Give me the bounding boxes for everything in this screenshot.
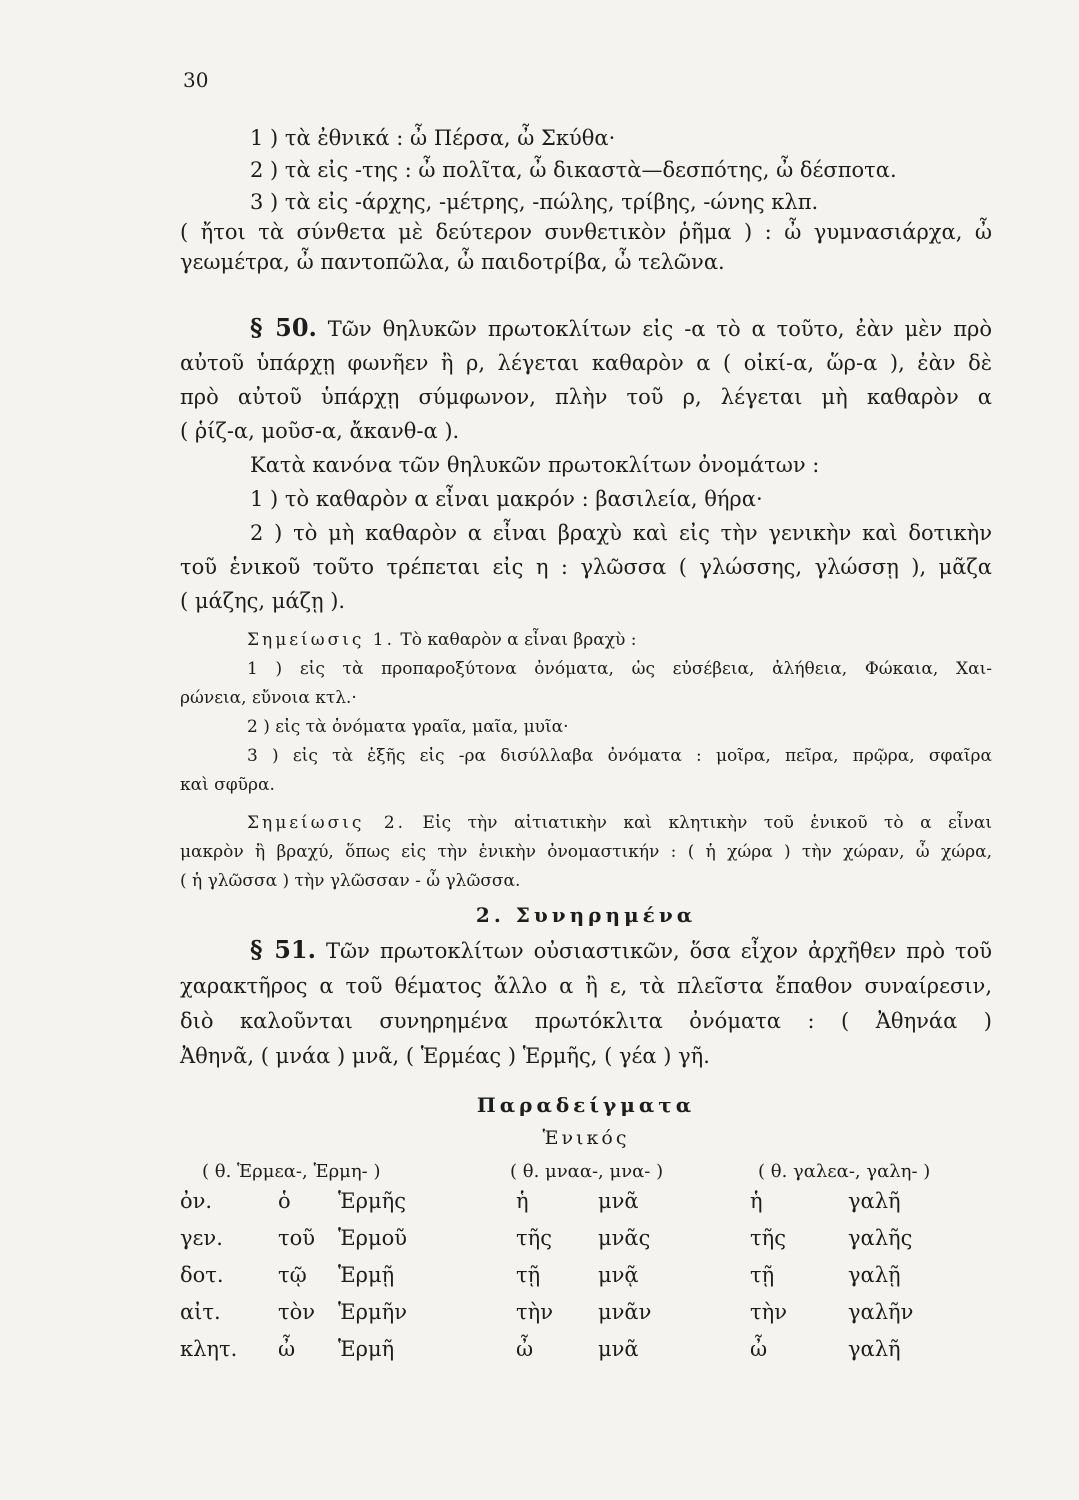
- vocative-rule-3-cont: ( ἤτοι τὰ σύνθετα μὲ δεύτερον συνθετικὸν ῥῆμα ) : ὦ γυμνασιάρχα, ὦ: [180, 220, 992, 244]
- article-cell: τὴν: [750, 1300, 787, 1324]
- vocative-rule-3-examples: γεωμέτρα, ὦ παντοπῶλα, ὦ παιδοτρίβα, ὦ τελῶνα.: [180, 250, 725, 274]
- note-1-label: Σημείωσις 1.: [247, 630, 396, 650]
- table-row: [180, 1189, 992, 1226]
- word-cell: γαλῆ: [848, 1189, 901, 1213]
- section-50-line-7: 2 ) τὸ μὴ καθαρὸν α εἶναι βραχὺ καὶ εἰς τὴν γενικὴν καὶ δοτικὴν: [250, 521, 992, 545]
- section-50-line-1: Τῶν θηλυκῶν πρωτοκλίτων εἰς -α τὸ α τοῦτο, ἐὰν μὲν πρὸ: [327, 317, 992, 341]
- paradigm-table: [180, 1161, 992, 1374]
- section-50-line-3: πρὸ αὐτοῦ ὑπάρχῃ σύμφωνον, πλὴν τοῦ ρ, λέγεται μὴ καθαρὸν α: [180, 385, 992, 409]
- article-cell: ἡ: [516, 1189, 529, 1213]
- word-cell: γαλῆς: [848, 1226, 913, 1250]
- word-cell: μνᾶ: [598, 1189, 639, 1213]
- vocative-rule-2: 2 ) τὰ εἰς -της : ὦ πολῖτα, ὦ δικαστὰ—δεσπότης, ὦ δέσποτα.: [250, 158, 897, 182]
- section-51: [180, 935, 992, 1071]
- stem-mna: ( θ. μναα-, μνα- ): [510, 1161, 664, 1182]
- note-1-line-5: 3 ) εἰς τὰ ἑξῆς εἰς -ρα δισύλλαβα ὀνόματα : μοῖρα, πεῖρα, πρῷρα, σφαῖρα: [247, 746, 992, 766]
- section-50-number: § 50.: [250, 313, 317, 342]
- article-cell: τῷ: [278, 1263, 307, 1287]
- word-cell: γαλῇ: [848, 1263, 901, 1287]
- article-cell: τῆς: [750, 1226, 786, 1250]
- table-row: [180, 1300, 992, 1337]
- word-cell: γαλῆν: [848, 1300, 914, 1324]
- case-cell: αἰτ.: [180, 1300, 221, 1324]
- table-row: [180, 1226, 992, 1263]
- table-row: [180, 1263, 992, 1300]
- section-51-line-1: Τῶν πρωτοκλίτων οὐσιαστικῶν, ὅσα εἶχον ἀρχῆθεν πρὸ τοῦ: [326, 939, 992, 963]
- note-1-line-3: ρώνεια, εὔνοια κτλ.·: [180, 688, 357, 708]
- vocative-list: [180, 123, 992, 277]
- section-51-number: § 51.: [250, 935, 316, 964]
- stem-gale: ( θ. γαλεα-, γαλη- ): [758, 1161, 931, 1182]
- paradigm-heading: Παραδείγματα: [476, 1093, 696, 1117]
- article-cell: ὁ: [278, 1189, 291, 1213]
- word-cell: Ἑρμῆ: [338, 1337, 395, 1361]
- table-row: [180, 1337, 992, 1374]
- section-51-line-3: διὸ καλοῦνται συνηρημένα πρωτόκλιτα ὀνόματα : ( Ἀθηνάα ): [180, 1009, 992, 1033]
- word-cell: Ἑρμῆν: [338, 1300, 408, 1324]
- page-number: 30: [183, 68, 209, 92]
- word-cell: μνᾶ: [598, 1337, 639, 1361]
- article-cell: τοῦ: [278, 1226, 316, 1250]
- case-cell: γεν.: [180, 1226, 223, 1250]
- note-2-label: Σημείωσις 2.: [247, 813, 407, 833]
- note-2-line-3: ( ἡ γλῶσσα ) τὴν γλῶσσαν - ὦ γλῶσσα.: [180, 871, 521, 891]
- section-50-line-9: ( μάζης, μάζῃ ).: [180, 589, 346, 613]
- section-51-line-4: Ἀθηνᾶ, ( μνάα ) μνᾶ, ( Ἑρμέας ) Ἑρμῆς, ( γέα ) γῆ.: [180, 1044, 710, 1068]
- word-cell: Ἑρμῆς: [338, 1189, 407, 1213]
- article-cell: τῇ: [516, 1263, 541, 1287]
- note-2: [180, 810, 992, 894]
- word-cell: μνᾶς: [598, 1226, 651, 1250]
- case-cell: ὀν.: [180, 1189, 213, 1213]
- note-1-line-4: 2 ) εἰς τὰ ὀνόματα γραῖα, μαῖα, μυῖα·: [247, 717, 569, 737]
- section-51-line-2: χαρακτῆρος α τοῦ θέματος ἄλλο α ἢ ε, τὰ πλεῖστα ἔπαθον συναίρεσιν,: [180, 974, 992, 998]
- stem-hermes: ( θ. Ἑρμεα-, Ἑρμη- ): [202, 1161, 381, 1182]
- case-cell: δοτ.: [180, 1263, 224, 1287]
- note-2-line-1: Εἰς τὴν αἰτιατικὴν καὶ κλητικὴν τοῦ ἑνικοῦ τὸ α εἶναι: [422, 813, 993, 833]
- article-cell: ἡ: [750, 1189, 763, 1213]
- note-1-line-2: 1 ) εἰς τὰ προπαροξύτονα ὀνόματα, ὡς εὐσέβεια, ἀλήθεια, Φώκαια, Χαι-: [247, 659, 992, 679]
- section-50-line-5: Κατὰ κανόνα τῶν θηλυκῶν πρωτοκλίτων ὀνομάτων :: [250, 453, 820, 477]
- article-cell: ὦ: [278, 1337, 296, 1361]
- word-cell: γαλῆ: [848, 1337, 901, 1361]
- note-1: [180, 627, 992, 798]
- word-cell: μνᾶν: [598, 1300, 652, 1324]
- article-cell: τῆς: [516, 1226, 552, 1250]
- note-2-line-2: μακρὸν ἢ βραχύ, ὅπως εἰς τὴν ἑνικὴν ὀνομαστικήν : ( ἡ χώρα ) τὴν χώραν, ὦ χώρα,: [180, 842, 992, 862]
- contracted-heading: 2. Συνηρημένα: [475, 903, 697, 927]
- section-50-line-2: αὐτοῦ ὑπάρχῃ φωνῆεν ἢ ρ, λέγεται καθαρὸν α ( οἰκί-α, ὥρ-α ), ἐὰν δὲ: [180, 351, 992, 375]
- article-cell: ὦ: [750, 1337, 768, 1361]
- section-50-line-6: 1 ) τὸ καθαρὸν α εἶναι μακρόν : βασιλεία, θήρα·: [250, 487, 763, 511]
- word-cell: Ἑρμῇ: [338, 1263, 395, 1287]
- vocative-rule-3: 3 ) τὰ εἰς -άρχης, -μέτρης, -πώλης, τρίβης, -ώνης κλπ.: [250, 190, 819, 214]
- article-cell: τὴν: [516, 1300, 553, 1324]
- note-1-line-6: καὶ σφῦρα.: [180, 775, 275, 795]
- article-cell: τὸν: [278, 1300, 316, 1324]
- vocative-rule-1: 1 ) τὰ ἐθνικά : ὦ Πέρσα, ὦ Σκύθα·: [250, 126, 616, 150]
- case-cell: κλητ.: [180, 1337, 238, 1361]
- article-cell: ὦ: [516, 1337, 534, 1361]
- stem-row: [180, 1161, 992, 1189]
- singular-heading: Ἑνικός: [542, 1127, 630, 1149]
- article-cell: τῇ: [750, 1263, 775, 1287]
- section-50: [180, 313, 992, 616]
- word-cell: μνᾷ: [598, 1263, 639, 1287]
- section-50-line-4: ( ῥίζ-α, μοῦσ-α, ἄκανθ-α ).: [180, 419, 460, 443]
- section-50-line-8: τοῦ ἑνικοῦ τοῦτο τρέπεται εἰς η : γλῶσσα ( γλώσσης, γλώσσῃ ), μᾶζα: [180, 555, 992, 579]
- note-1-line-1: Τὸ καθαρὸν α εἶναι βραχὺ :: [400, 630, 637, 650]
- word-cell: Ἑρμοῦ: [338, 1226, 408, 1250]
